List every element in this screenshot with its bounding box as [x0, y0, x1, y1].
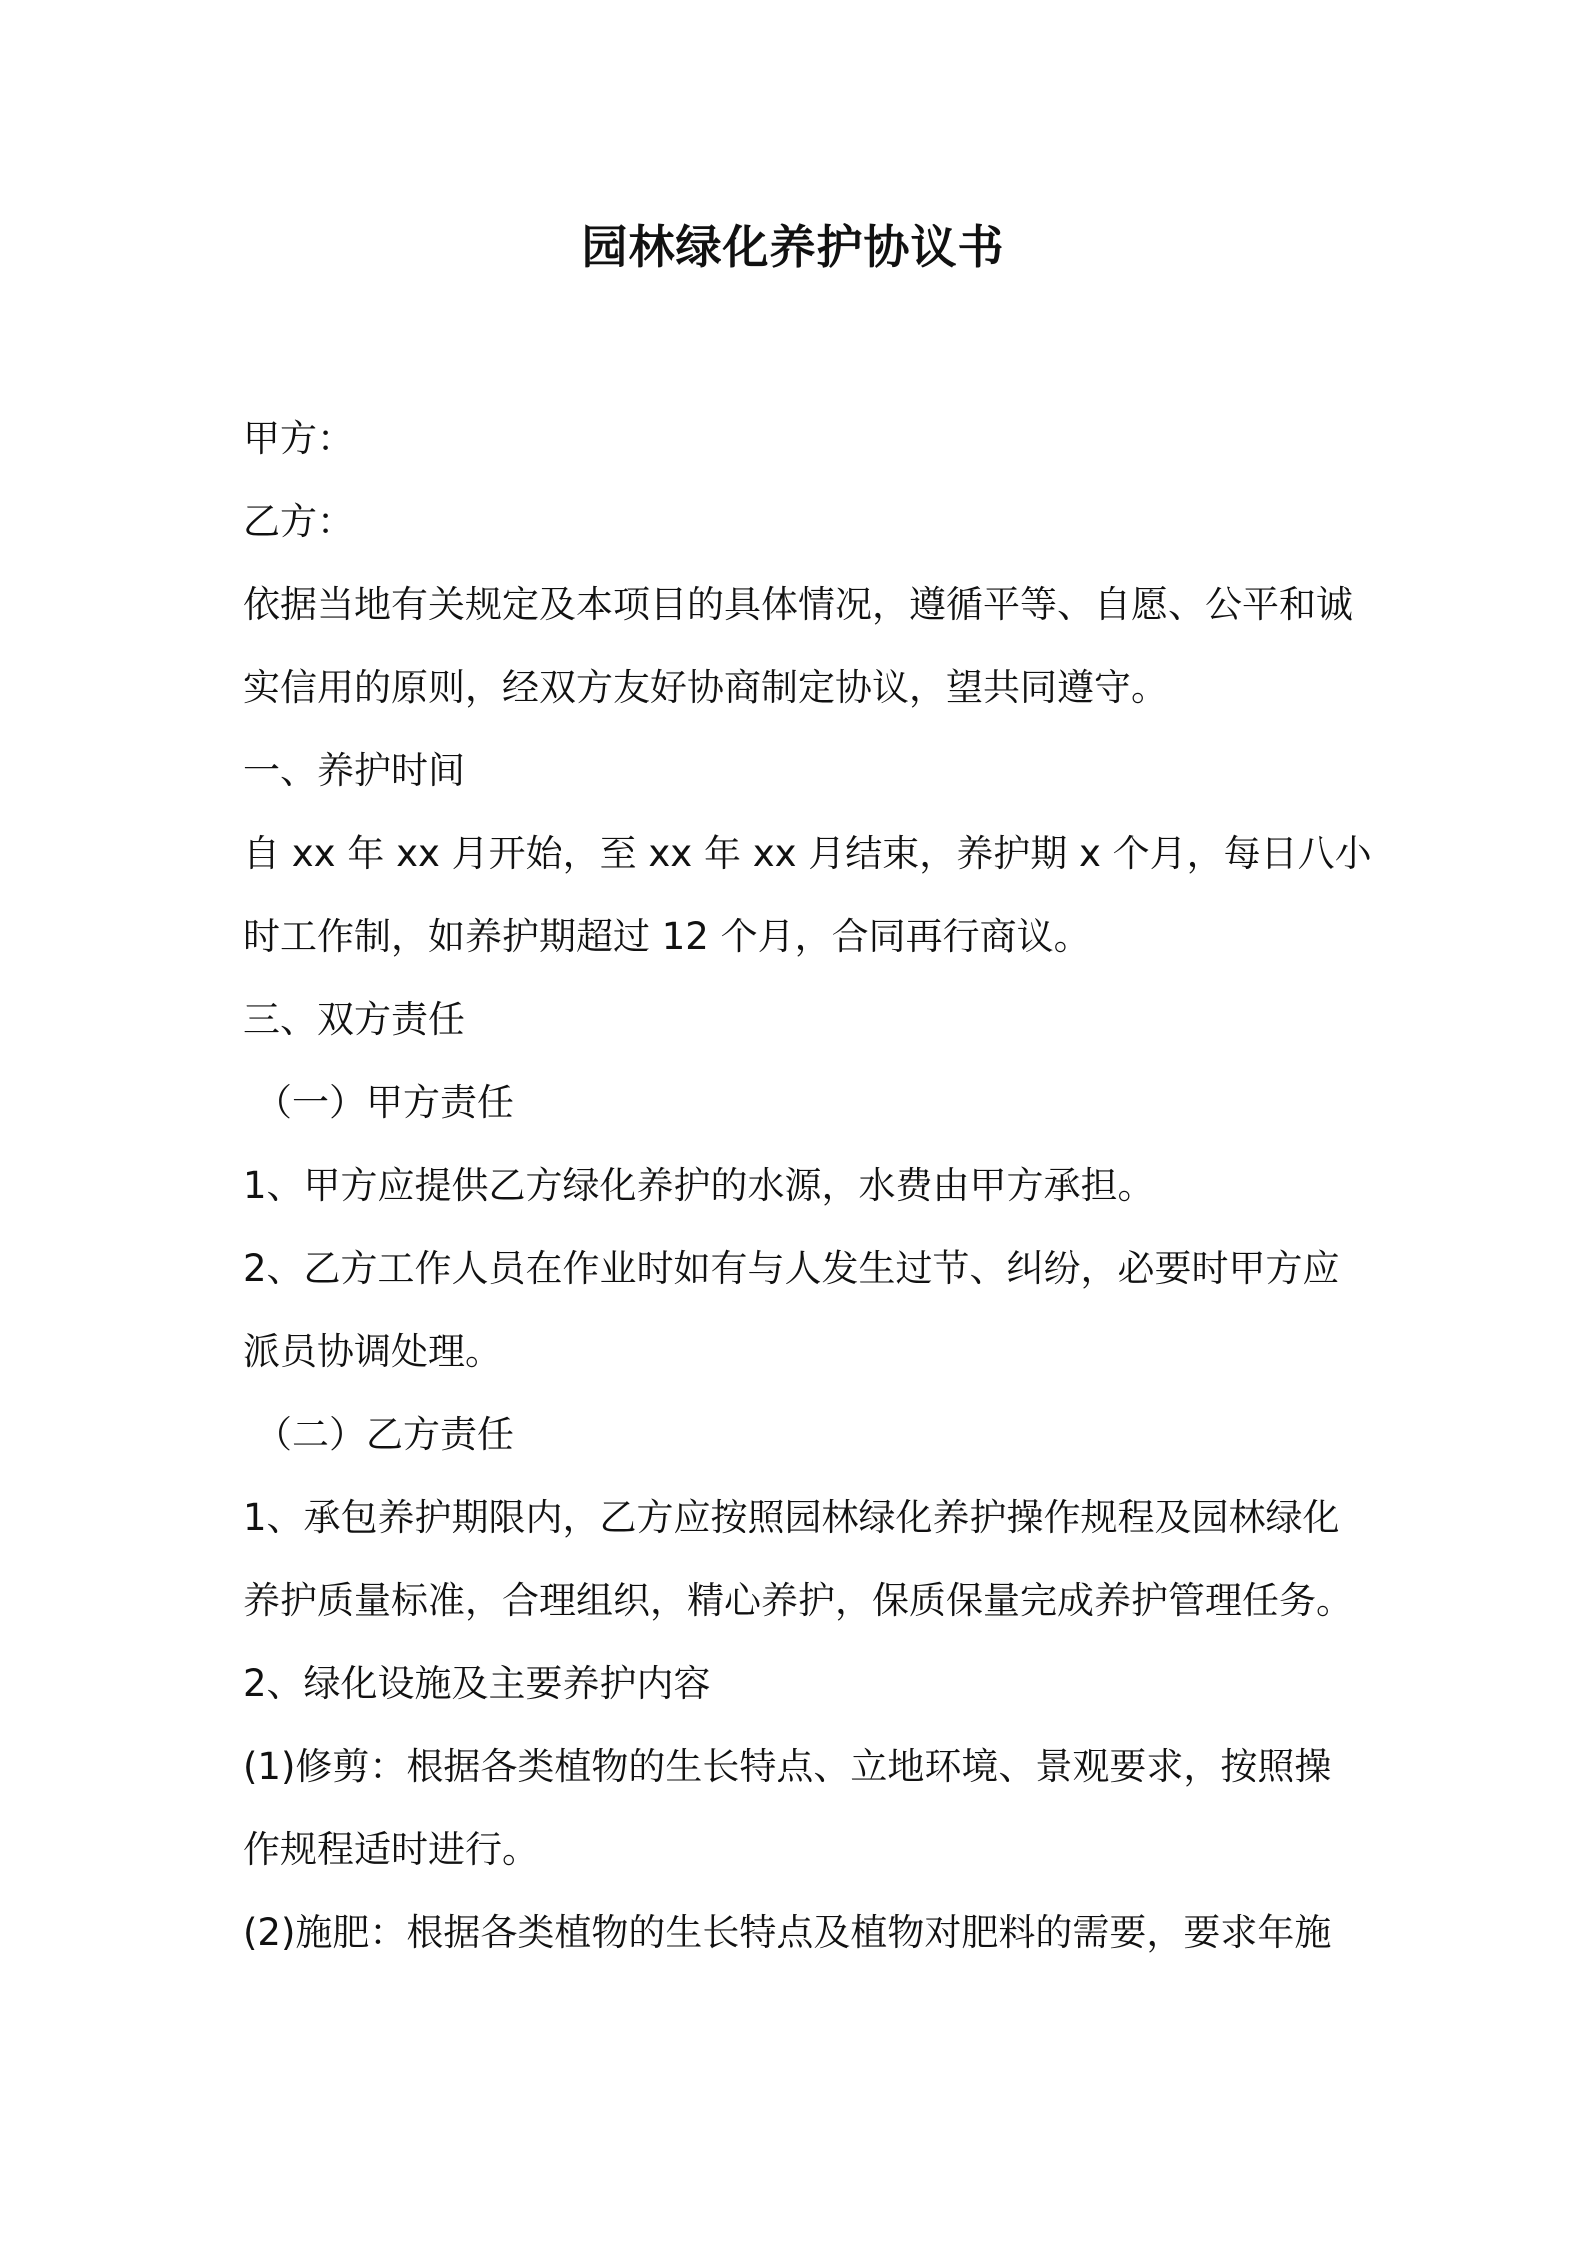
- party-a-line: 甲方：: [243, 417, 354, 460]
- subsection-heading-party-b: （二）乙方责任: [255, 1413, 514, 1456]
- pruning-line-2: 作规程适时进行。: [243, 1828, 539, 1871]
- preamble-line-1: 依据当地有关规定及本项目的具体情况，遵循平等、自愿、公平和诚: [243, 583, 1353, 626]
- preamble-line-2: 实信用的原则，经双方友好协商制定协议，望共同遵守。: [243, 666, 1168, 709]
- party-a-clause-2-line-2: 派员协调处理。: [243, 1330, 502, 1373]
- party-b-clause-1-line-1: 1、承包养护期限内，乙方应按照园林绿化养护操作规程及园林绿化: [243, 1496, 1340, 1539]
- document-title: 园林绿化养护协议书: [581, 220, 1005, 274]
- section-heading-responsibilities: 三、双方责任: [243, 998, 465, 1041]
- subsection-heading-party-a: （一）甲方责任: [255, 1081, 514, 1124]
- party-b-line: 乙方：: [243, 500, 354, 543]
- party-b-clause-2: 2、绿化设施及主要养护内容: [243, 1662, 711, 1705]
- maintenance-time-line-2: 时工作制，如养护期超过 12 个月，合同再行商议。: [243, 915, 1091, 958]
- party-a-clause-2-line-1: 2、乙方工作人员在作业时如有与人发生过节、纠纷，必要时甲方应: [243, 1247, 1340, 1290]
- party-b-clause-1-line-2: 养护质量标准，合理组织，精心养护，保质保量完成养护管理任务。: [243, 1579, 1353, 1622]
- pruning-line-1: (1)修剪：根据各类植物的生长特点、立地环境、景观要求，按照操: [243, 1745, 1332, 1788]
- maintenance-time-line-1: 自 xx 年 xx 月开始，至 xx 年 xx 月结束，养护期 x 个月，每日八小: [243, 832, 1372, 875]
- document-body: [243, 404, 1373, 1981]
- section-heading-maintenance-time: 一、养护时间: [243, 749, 465, 792]
- party-a-clause-1: 1、甲方应提供乙方绿化养护的水源，水费由甲方承担。: [243, 1164, 1155, 1207]
- fertilizing-line-1: (2)施肥：根据各类植物的生长特点及植物对肥料的需要，要求年施: [243, 1911, 1332, 1954]
